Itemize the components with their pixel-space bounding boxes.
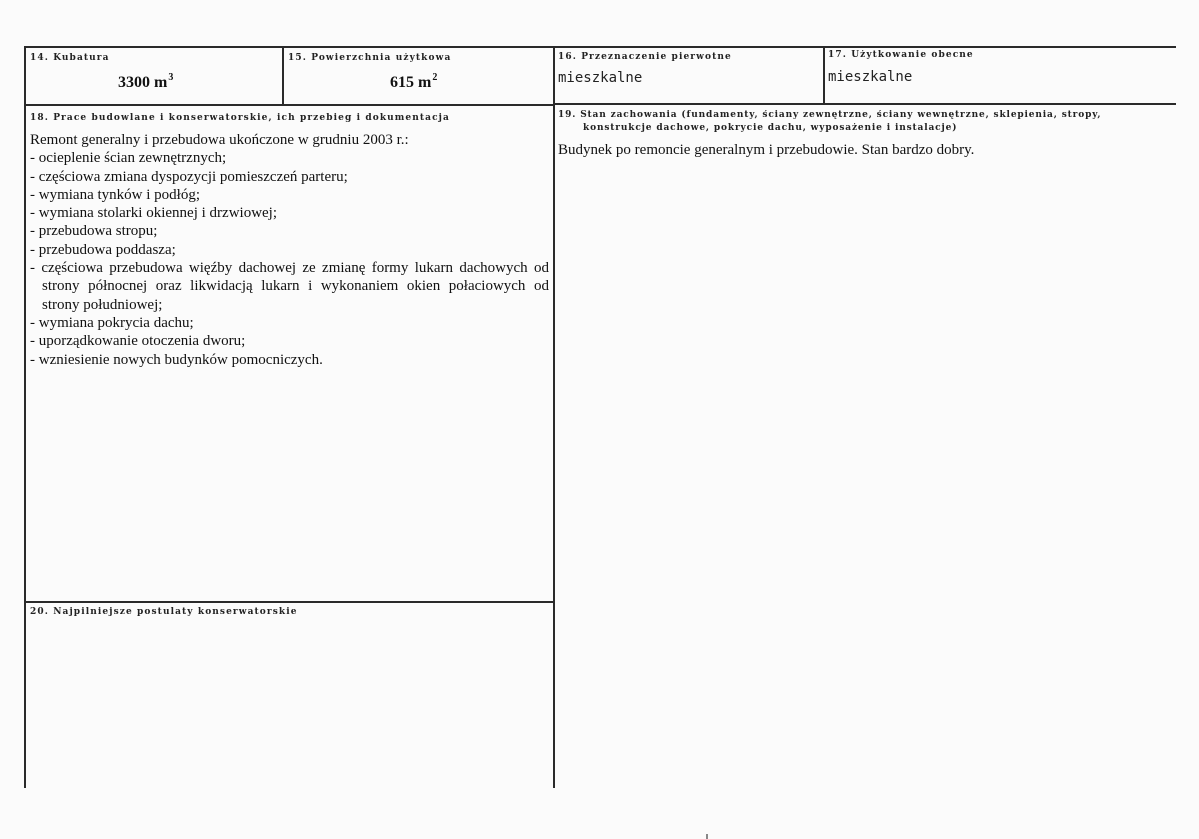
top-border [24,46,1176,48]
field-18-content [30,131,549,369]
field-18-label: 18. Prace budowlane i konserwatorskie, ich przebieg i dokumentacja [30,113,450,123]
list-item: - wzniesienie nowych budynków pomocniczych. [30,351,323,368]
list-item: - ocieplenie ścian zewnętrznych; [30,150,227,167]
field-16-label: 16. Przeznaczenie pierwotne [558,52,732,62]
list-item: - przebudowa poddasza; [30,241,176,258]
left-border [24,46,26,788]
list-item: - wymiana pokrycia dachu; [30,314,194,331]
field-15-value [390,72,437,92]
field-19-content: Budynek po remoncie generalnym i przebudowie. Stan bardzo dobry. [558,142,975,158]
field-17-value: mieszkalne [828,69,913,85]
list-item: - wymiana tynków i podłóg; [30,186,200,203]
field-16-value: mieszkalne [558,70,643,86]
center-divider [553,46,555,788]
divider-14-15 [282,46,284,104]
field-17-label: 17. Użytkowanie obecne [828,50,974,60]
field-20-label: 20. Najpilniejsze postulaty konserwatorskie [30,607,298,617]
field-14-label: 14. Kubatura [30,53,110,63]
list-item: - wymiana stolarki okiennej i drzwiowej; [30,205,278,222]
list-item: - uporządkowanie otoczenia dworu; [30,333,246,350]
field-19-label-line2: konstrukcje dachowe, pokrycie dachu, wyposażenie i instalacje) [583,123,958,133]
list-item: - częściowa zmiana dyspozycji pomieszczeń parteru; [30,168,348,185]
list-item: - częściowa przebudowa więźby dachowej ze zmianę formy lukarn dachowych od [30,260,549,277]
field-19-label-line1: 19. Stan zachowania (fundamenty, ściany zewnętrzne, ściany wewnętrzne, sklepienia, stropy, [558,110,1102,120]
powierzchnia-value: 615 m [390,74,432,91]
kubatura-exponent: 3 [168,72,174,83]
list-item-continuation: strony południowej; [42,296,163,313]
scan-mark [706,834,708,839]
kubatura-value: 3300 m [118,74,168,91]
list-item: - przebudowa stropu; [30,223,158,240]
header-row-bottom-right [554,103,1176,105]
prace-intro: Remont generalny i przebudowa ukończone w grudniu 2003 r.: [30,132,409,148]
field-15-label: 15. Powierzchnia użytkowa [288,53,452,63]
powierzchnia-exponent: 2 [432,72,438,83]
section-20-top [24,601,554,603]
field-14-value [118,72,173,92]
header-row-bottom-left [24,104,554,106]
list-item-continuation: strony północnej oraz likwidacją lukarn i wykonaniem okien połaciowych od [42,278,549,295]
divider-16-17 [823,46,825,104]
